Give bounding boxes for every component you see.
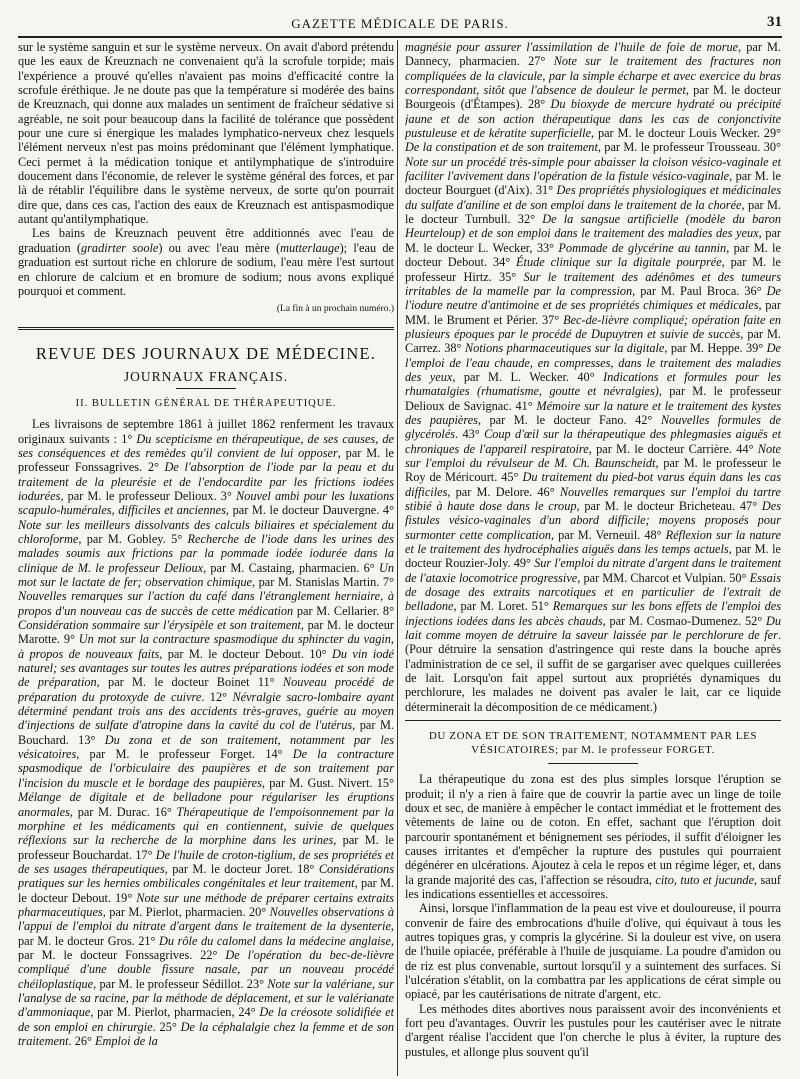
article-citation-text: , par M. le docteur Boinet 11°: [96, 675, 283, 690]
article-title-text: Nouveau procédé de préparation du protoxyde de cuivre: [18, 675, 394, 704]
article-title-text: De la constipation et de son traitement: [405, 140, 598, 155]
column-divider: [397, 40, 398, 1076]
kreuznach-paragraph: sur le système sanguin et sur le système nerveux. On avait d'abord prétendu que les eaux de Kreuznach ne convenaient qu'à la scrofule torpide; mais l'expérience a prouvé qu'elles n'avaient pas moins d'efficacité contre la scrofule éréthique. Je ne doute pas que la température si modérée des bains de Kreuznach, qui donne aux malades un sentiment de fraîcheur sédative si agréable, ne soit pour beaucoup dans la facilité de tolérance que possèdent pour une cure si énergique les malades lymphatico-nerveux chez lesquels l'élément nerveux n'est pas moins prédominant que l'élément lymphatique. Ceci permet à la médication tonique et antilymphatique de s'introduire doucement dans l'économie, de relever le système général des forces, et par là de rétablir l'équilibre dans le système nerveux, de sorte qu'on pourrait dire que, dans ces cas, l'action des eaux de Kreuznach est antispasmodique autant qu'antilymphatique.: [18, 40, 394, 227]
article-citation-text: , par MM. le Brument et Périer. 37°: [405, 298, 781, 327]
article-title-text: Étude clinique sur la digitale pourprée: [516, 255, 722, 270]
article-title-text: Bec-de-lièvre compliqué; opération faite en plusieurs époques par le procédé de Dupuytren et suivie de succès: [405, 312, 781, 341]
article-citation-text: , par M. Bouchard. 13°: [18, 718, 394, 747]
article-citation-text: Les livraisons de septembre 1861 à juillet 1862 renferment les travaux originaux suivants : 1°: [18, 417, 394, 446]
article-title-text: De l'opération du bec-de-lièvre compliqué d'une double fissure nasale, par un nouveau procédé chéiloplastique: [18, 947, 394, 991]
article-citation-text: , par M. le docteur Rouzier-Joly. 49°: [405, 542, 781, 571]
zona-paragraph-1: [405, 772, 781, 901]
article-title-text: Nouvelles remarques sur l'emploi du tartre stibié à haute dose dans le croup: [405, 484, 781, 513]
article-title-text: Note sur la valériane, sur l'analyse de sa racine, par la méthode de déplacement, et sur le valérianate d'ammoniaque: [18, 976, 394, 1020]
article-title-text: Thérapeutique de l'empoisonnement par la morphine et les médicaments qui en contiennent, suivie de quelques réflexions sur la recherche de la morphine dans les urines: [18, 804, 394, 848]
article-title-text: Un mot sur le lactate de fer; observation chimique: [18, 560, 394, 589]
zona-paragraph-2: Ainsi, lorsque l'inflammation de la peau est vive et douloureuse, il pourra convenir de faire des embrocations d'huile d'olive, qui équivaut à tous les autres topiques gras, y compris la glycérine. Si la douleur est vive, on usera de l'huile opiacée, préférable à l'huile de jusquiame. La poudre d'amidon ou de riz est plus convenable, surtout lorsqu'il y a suintement des surfaces. Si l'ulcération s'établit, on la combattra par les applications de cérat simple ou opiacé, par les cautérisations de nitrate d'argent, etc.: [405, 901, 781, 1002]
section-title-revue: REVUE DES JOURNAUX DE MÉDECINE.: [35, 343, 377, 363]
page-number: 31: [767, 14, 782, 30]
article-title-text: Essais de dosage des extraits narcotiques et en particulier de l'extrait de belladone: [405, 570, 781, 614]
zona-p1-end: , sauf les indications essentielles et accessoires.: [405, 872, 781, 901]
article-title-text: Emploi de la: [94, 1034, 158, 1048]
article-title-text: De la sangsue artificielle (modèle du baron Heurteloup) et de son emploi dans le traitement des maladies des yeux: [405, 212, 781, 241]
article-citation-text: , par M. le professeur Fonssagrives. 2°: [18, 445, 394, 475]
subtitle-rule: [176, 388, 236, 389]
continuation-note: (La fin à un prochain numéro.): [276, 304, 394, 315]
article-title-text: Coup d'œil sur la thérapeutique des phlegmasies aiguës et chroniques de l'appareil respiratoire: [405, 427, 781, 456]
article-rule: [405, 720, 781, 721]
article-title-text: magnésie pour assurer l'assimilation de l'huile de foie de morue: [405, 40, 739, 54]
article-citation-text: , par M. le docteur Debout. 10°: [159, 646, 332, 661]
article-citation-text: , par M. le docteur Bourguet (d'Aix). 31°: [405, 169, 781, 198]
article-title-text: De la contracture spasmodique de l'orbiculaire des paupières et de son traitement par l'incision du muscle et le bordage des paupières: [18, 747, 394, 790]
article-title-text: Notions pharmaceutiques sur la digitale: [464, 341, 665, 356]
zona-article-title: DU ZONA ET DE SON TRAITEMENT, NOTAMMENT PAR LES VÉSICATOIRES; par M. le professeur FORGET.: [428, 730, 758, 757]
article-title-text: Note sur le traitement des fractures non compliquées de la clavicule, par la simple écharpe et avec exercice du bras correspondant, sitôt que l'absence de douleur le permet: [405, 54, 781, 98]
bains-term-mutterlauge: mutterlauge: [280, 240, 340, 255]
article-title-text: Du vin iodé naturel; ses avantages sur toutes les autres préparations iodées et son mode de préparation: [18, 646, 394, 690]
article-title-text: Du rôle du calomel dans la médecine anglaise: [159, 933, 391, 948]
article-citation-text: , par M. Gobley. 5°: [78, 531, 188, 546]
article-title-text: Du lait comme moyen de détruire la saveur laissée par le perchlorure de fer: [405, 613, 781, 643]
article-title-text: Du bioxyde de mercure hydraté ou précipité jaune et de son action thérapeutique dans les cas de conjonctivite pustuleuse et de kératite superficielle: [405, 97, 781, 141]
bains-text-a: Les bains de Kreuznach peuvent être additionnés avec l'eau de graduation (: [18, 226, 394, 255]
article-citation-text: , par M. le professeur Trousseau. 30°: [597, 140, 781, 155]
article-title-text: Du zona et de son traitement, notamment par les vésicatoires: [18, 732, 394, 762]
article-citation-text: . (Pour détruire la sensation d'astringence qui reste dans la bouche après l'administration de ce sel, il suffit de se gargariser avec quelques cuillerées de lait. Lorsqu'on fait appel surtout aux propriétés dynamiques du perchlorure, les malades ne doivent pas avaler le lait, car ce liquide déterminerait la décomposition de ce médicament.): [405, 628, 781, 714]
title-rule: [548, 763, 638, 764]
left-column: [18, 40, 394, 1076]
article-title-text: Sur l'emploi du nitrate d'argent dans le traitement de l'ataxie locomotrice progressive: [405, 556, 781, 585]
article-citation-text: , par M. le docteur Fano. 42°: [477, 412, 661, 427]
article-citation-text: , par M. Delore. 46°: [447, 484, 560, 499]
article-citation-text: , par M. Cosmao-Dumenez. 52°: [602, 613, 766, 628]
article-title-text: Note sur l'emploi du révulseur de M. Ch. Baunscheidt: [405, 441, 781, 470]
article-title-text: Nouvel ambi pour les luxations scapulo-humérales, difficiles et anciennes: [18, 488, 394, 518]
article-citation-text: , par M. le docteur Joret. 18°: [164, 861, 319, 876]
bulletin-heading: II. BULLETIN GÉNÉRAL DE THÉRAPEUTIQUE.: [75, 397, 337, 409]
section-subtitle-journaux: JOURNAUX FRANÇAIS.: [123, 368, 289, 384]
article-citation-text: , par M. le professeur Hirtz. 35°: [405, 255, 781, 284]
zona-paragraph-3: Les méthodes dites abortives nous paraissent avoir des inconvénients et fort peu d'avantages. Ouvrir les pustules pour les cautériser avec le nitrate d'argent réalise l'accident que l'on cherche le plus à éviter, la rupture des pustules, et allonge plus souvent qu'il: [405, 1001, 781, 1059]
article-citation-text: , par M. Pierlot, pharmacien, 24°: [90, 1005, 260, 1020]
article-title-text: Note sur un procédé très-simple pour abaisser la cloison vésico-vaginale et faciliter l'avivement dans l'opération de la fistule vésico-vaginale: [405, 154, 781, 184]
article-title-text: Du scepticisme en thérapeutique, de ses causes, de ses conséquences et des remèdes qu'il convient de lui opposer: [18, 431, 394, 460]
article-citation-text: , par M. le docteur Turnbull. 32°: [405, 197, 781, 227]
article-title-text: Recherche de l'iode dans les urines des malades soumis aux frictions par la pommade iodée iodurée dans la clinique de M. le professeur Delioux: [18, 531, 394, 575]
article-citation-text: , par M. L. Wecker. 40°: [452, 369, 604, 384]
article-citation-text: , par M. le docteur Debout. 19°: [18, 876, 394, 905]
article-citation-text: , par M. Heppe. 39°: [664, 341, 767, 356]
article-title-text: Nouvelles remarques sur l'action du café dans l'étranglement herniaire, à propos d'un nouveau cas de succès de cette médication: [18, 589, 394, 618]
article-title-text: Sur le traitement des adénômes et des tumeurs irritables de la mamelle par la compression: [405, 269, 781, 298]
bains-text-c: ) ou avec l'eau mère (: [158, 240, 281, 255]
article-citation-text: , par M. le docteur Debout. 34°: [405, 240, 781, 270]
running-title: GAZETTE MÉDICALE DE PARIS.: [291, 16, 509, 31]
section-double-rule: [18, 327, 394, 330]
article-title-text: De la céphalalgie chez la femme et de son traitement: [18, 1019, 394, 1048]
article-citation-text: , par M. Carrez. 38°: [405, 326, 781, 356]
article-citation-text: , par M. le docteur Gros. 21°: [18, 919, 394, 948]
article-citation-text: , par MM. Charcot et Vulpian. 50°: [577, 570, 750, 585]
article-title-text: Des fistules vésico-vaginales d'un abord difficile; moyens proposés pour surmonter cette complication: [405, 499, 781, 542]
article-citation-text: , par M. le docteur Carrière. 44°: [588, 441, 758, 456]
bulletin-list-continued: [405, 40, 781, 714]
bains-paragraph: [18, 226, 394, 298]
article-citation-text: , par M. le professeur Bouchardat. 17°: [18, 833, 394, 862]
bulletin-list-paragraph: [18, 417, 394, 1048]
article-title-text: Remarques sur les bons effets de l'emploi des injections iodées dans les abcès chauds: [405, 599, 781, 628]
article-title-text: Note sur une méthode de préparer certains extraits pharmaceutiques: [18, 890, 394, 919]
article-title-text: Du traitement du pied-bot varus équin dans les cas difficiles: [405, 470, 781, 499]
article-citation-text: , par M. le docteur Marotte. 9°: [18, 618, 394, 647]
article-title-text: De l'absorption de l'iode par la peau et du traitement de la pleurésie et de l'endocardite par les frictions iodées iodurées: [18, 460, 394, 503]
article-citation-text: , par M. le professeur Delioux de Savignac. 41°: [405, 384, 781, 413]
article-title-text: Indications et formules pour les rhumatalgies (rhumatisme, goutte et névralgies): [405, 369, 781, 399]
article-citation-text: , par M. le docteur Louis Wecker. 29°: [591, 126, 781, 141]
article-citation-text: , par M. le professeur Forget. 14°: [76, 747, 293, 762]
article-citation-text: , par M. Pierlot, pharmacien. 20°: [102, 904, 270, 919]
article-citation-text: , par M. le docteur L. Wecker, 33°: [405, 226, 781, 255]
article-title-text: Nouvelles observations à l'appui de l'emploi du nitrate d'argent dans le traitement de la dysenterie: [18, 904, 394, 934]
article-title-text: De l'huile de croton-tiglium, de ses propriétés et de ses usages thérapeutiques: [18, 847, 394, 876]
article-citation-text: . 12°: [201, 689, 233, 704]
article-title-text: Note sur les meilleurs dissolvants des calculs biliaires et spécialement du chloroforme: [18, 517, 394, 546]
article-title-text: Mémoire sur la nature et le traitement des kystes des paupières: [405, 398, 781, 427]
article-citation-text: , par M. Paul Broca. 36°: [632, 283, 767, 298]
bains-term-gradirter: gradirter soole: [80, 240, 159, 255]
article-citation-text: , par M. Loret. 51°: [453, 599, 553, 614]
article-citation-text: , par M. le professeur Sédillot. 23°: [93, 976, 268, 991]
article-title-text: Nouvelles formules de glycérolés: [405, 412, 781, 442]
page-header: [18, 0, 782, 32]
article-citation-text: , par M. le professeur Delioux. 3°: [60, 488, 237, 503]
article-title-text: Considération sommaire sur l'érysipèle et son traitement: [18, 618, 301, 633]
article-citation-text: par M. Cellarier. 8°: [293, 603, 394, 618]
article-citation-text: , par M. le docteur Bourgeois (d'Étampes). 28°: [405, 83, 781, 112]
article-title-text: Un mot sur la contracture spasmodique du sphincter du vagin, à propos de nouveaux faits: [18, 632, 394, 661]
article-citation-text: , par M. Gust. Nivert. 15°: [261, 775, 394, 790]
article-title-text: De la créosote solidifiée et de son emploi en chirurgie: [18, 1005, 394, 1034]
zona-p1-latin: cito, tuto et jucunde: [655, 872, 755, 887]
article-title-text: Mélange de digitale et de belladone pour régulariser les éruptions anormales: [18, 790, 394, 819]
right-column: [405, 40, 781, 1076]
article-citation-text: , par M. le professeur le Roy de Méricourt. 45°: [405, 455, 781, 485]
article-citation-text: . 43°: [455, 427, 485, 442]
article-citation-text: . 26°: [68, 1034, 95, 1048]
article-citation-text: , par M. Durac. 16°: [69, 804, 177, 819]
article-title-text: Névralgie sacro-lombaire ayant déterminé pendant trois ans des accidents très-graves, guérie au moyen d'injections de sulfate d'atropine dans la cavité du col de l'utérus: [18, 689, 394, 733]
article-citation-text: , par M. le docteur Dauvergne. 4°: [225, 503, 394, 518]
article-citation-text: , par M. Verneuil. 48°: [551, 527, 666, 542]
article-title-text: Réflexion sur la nature et le traitement des hydrocéphalies aiguës dans les temps actuels: [405, 527, 781, 557]
article-citation-text: , par M. Stanislas Martin. 7°: [252, 575, 394, 589]
zona-p1-text: La thérapeutique du zona est des plus simples lorsque l'éruption se produit; il n'y a rien à faire que de couvrir la partie avec un linge de toile doux et sec, de manière à empêcher le contact immédiat et le frottement des vêtements de laine ou de coton. En effet, sachant que l'éruption doit parcourir spontanément et bénignement ses périodes, il suffit d'éloigner les causes irritantes et d'empêcher la rupture des pustules qui pourraient dégénérer en ulcérations. Ajoutez à cela le repos et un régime léger, et, dans la grande majorité des cas, l'affection se résoudra,: [405, 772, 781, 887]
article-citation-text: . 25°: [152, 1019, 181, 1034]
article-citation-text: , par M. le docteur Bricheteau. 47°: [576, 499, 762, 513]
article-title-text: Pommade de glycérine au tannin: [558, 240, 727, 255]
article-citation-text: , par M. le docteur Fonssagrives. 22°: [18, 933, 394, 962]
article-title-text: Considérations pratiques sur les hernies ombilicales congénitales et leur traitement: [18, 861, 394, 891]
article-title-text: De l'emploi de l'eau chaude, en compresses, dans le traitement des maladies des yeux: [405, 341, 781, 384]
article-title-text: Des propriétés physiologiques et médicinales du sulfate d'aniline et de son emploi dans le traitement de la chorée: [405, 183, 781, 212]
article-title-text: De l'iodure neutre d'antimoine et de ses propriétés chimiques et médicales: [405, 283, 781, 313]
article-citation-text: , par M. Dannecy, pharmacien. 27°: [405, 40, 781, 69]
article-citation-text: , par M. Castaing, pharmacien. 6°: [203, 560, 379, 575]
header-rule: [18, 36, 782, 38]
bains-text-e: ); l'eau de graduation est surtout riche en chlorure de sodium, l'eau mère l'est surtout en chlorure de calcium et en bromure de sodium; nous avons expliqué pourquoi et comment.: [18, 240, 394, 298]
